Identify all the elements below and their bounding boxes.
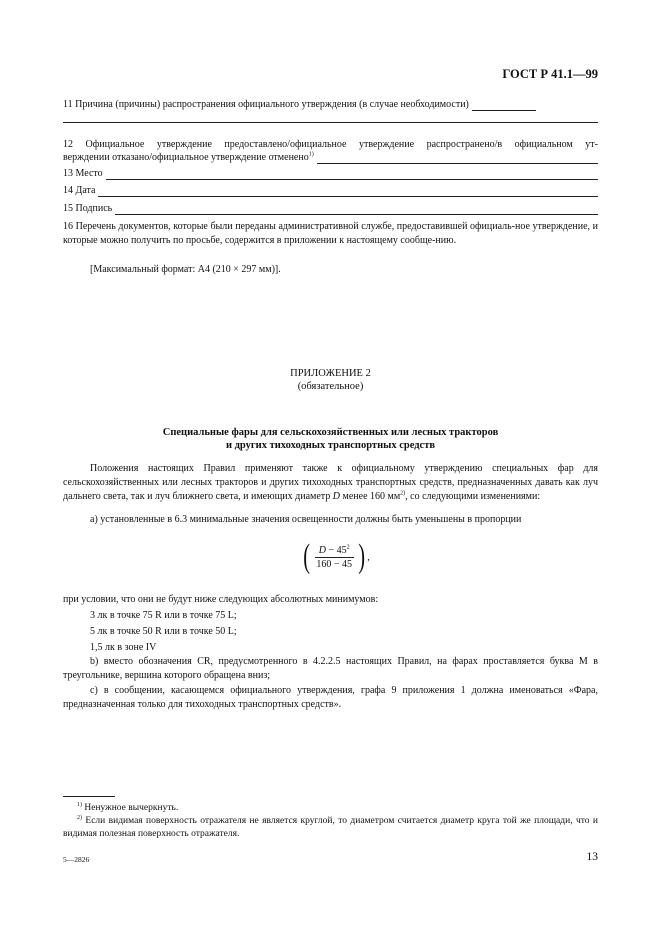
formula-num-exp: 2 (346, 544, 350, 551)
formula-left-paren: ( (303, 538, 311, 575)
form-item-16-text: 16 Перечень документов, которые были переданы административной службе, предоставившей официаль-ное утверждение, и которые можно получить по просьбе, содержится в приложении к настоящему сообще-нию. (63, 221, 598, 246)
form-item-14-blank[interactable] (98, 186, 598, 197)
section-heading-line-1: Специальные фары для сельскохозяйственных или лесных тракторов (162, 427, 499, 438)
item-a-text: а) установленные в 6.3 минимальные значения освещенности должны быть уменьшены в пропорции (90, 514, 522, 525)
item-a (63, 513, 598, 527)
formula-numerator (315, 545, 354, 558)
proportion-formula (301, 540, 370, 574)
form-item-14 (63, 184, 598, 197)
form-item-12-line-2 (63, 151, 598, 164)
form-item-11 (63, 98, 598, 111)
formula-right-paren: ) (358, 538, 366, 575)
formula-denominator: 160 − 45 (316, 558, 352, 570)
intro-text (63, 462, 598, 504)
section-heading-line-2: и других тихоходных транспортных средств (225, 440, 436, 451)
formula-num-rest: − 45 (325, 544, 347, 556)
minimum-3: 1,5 лк в зоне IV (90, 642, 157, 653)
intro-text-a: Положения настоящих Правил применяют также к официальному утверждению специальных фар для сельскохозяйственных или лесных тракторов и других тихоходных транспортных средств, предназначенных давать как луч дальнего света, так и луч ближнего света, и имеющих диаметр (63, 463, 598, 502)
section-heading (63, 426, 598, 452)
appendix-title: ПРИЛОЖЕНИЕ 2 (290, 368, 371, 379)
footnote-1-mark: 1) (77, 801, 82, 808)
footnote-ref-2: 2) (400, 490, 406, 497)
form-item-16 (63, 220, 598, 248)
form-item-13 (63, 167, 598, 180)
footnote-1 (63, 802, 598, 815)
minimum-2: 5 лк в точке 50 R или в точке 50 L; (90, 626, 237, 637)
form-item-15-label: 15 Подпись (63, 203, 113, 214)
footnote-2-text: Если видимая поверхность отражателя не является круглой, то диаметром считается диаметр круга той же площади, что и видимая полезная поверхность отражателя. (63, 816, 598, 839)
form-item-15 (63, 202, 598, 215)
condition-line: при условии, что они не будут ниже следующих абсолютных минимумов: (63, 594, 379, 605)
minimum-1: 3 лк в точке 75 R или в точке 75 L; (90, 610, 237, 621)
form-item-13-label: 13 Место (63, 168, 103, 179)
intro-diameter-var: D (332, 491, 341, 502)
standard-code: ГОСТ Р 41.1—99 (502, 67, 598, 81)
item-c-text: с) в сообщении, касающемся официального утверждения, графа 9 приложения 1 должна именоваться «Фара, предназначенная только для тихоходных транспортных средств». (63, 685, 598, 710)
footnote-divider (63, 796, 115, 797)
form-item-12-blank[interactable] (317, 153, 598, 164)
formula-num-var: D (318, 544, 326, 556)
appendix-title-block (63, 367, 598, 393)
intro-paragraph (63, 462, 598, 504)
form-item-11-blank[interactable] (472, 100, 536, 111)
formula-trailing-comma: , (367, 551, 370, 563)
footnote-1-text: Ненужное вычеркнуть. (84, 803, 179, 813)
item-b-text: b) вместо обозначения CR, предусмотренного в 4.2.2.5 настоящих Правил, на фарах проставляется буква М в треугольнике, вершина которого обращена вниз; (63, 656, 598, 681)
appendix-subtitle: (обязательное) (297, 381, 364, 392)
footnote-2 (63, 815, 598, 841)
item-b (63, 655, 598, 683)
page-number: 13 (586, 851, 598, 863)
footnote-2-mark: 2) (77, 814, 82, 821)
form-item-11-label: 11 Причина (причины) распространения официального утверждения (в случае необходимости) (63, 99, 469, 110)
footnote-ref-1: 1) (308, 151, 314, 158)
form-item-14-label: 14 Дата (63, 185, 96, 196)
max-format-note (63, 263, 598, 277)
item-c (63, 684, 598, 712)
form-item-11-blank-line-2[interactable] (63, 122, 598, 123)
intro-text-c: , со следующими изменениями: (405, 491, 541, 502)
form-item-12-label: верждении отказано/официальное утверждение отменено (63, 152, 309, 163)
max-format-text: [Максимальный формат: А4 (210 × 297 мм)]. (90, 264, 281, 275)
form-item-15-blank[interactable] (115, 204, 598, 215)
form-item-13-blank[interactable] (106, 169, 598, 180)
form-item-12-line-1: 12 Официальное утверждение предоставлено/официальное утверждение распространено/в официальном ут- (63, 139, 598, 150)
formula-fraction (312, 545, 356, 570)
intro-text-b: менее 160 мм (340, 491, 401, 502)
print-code: 5—2826 (63, 855, 90, 864)
